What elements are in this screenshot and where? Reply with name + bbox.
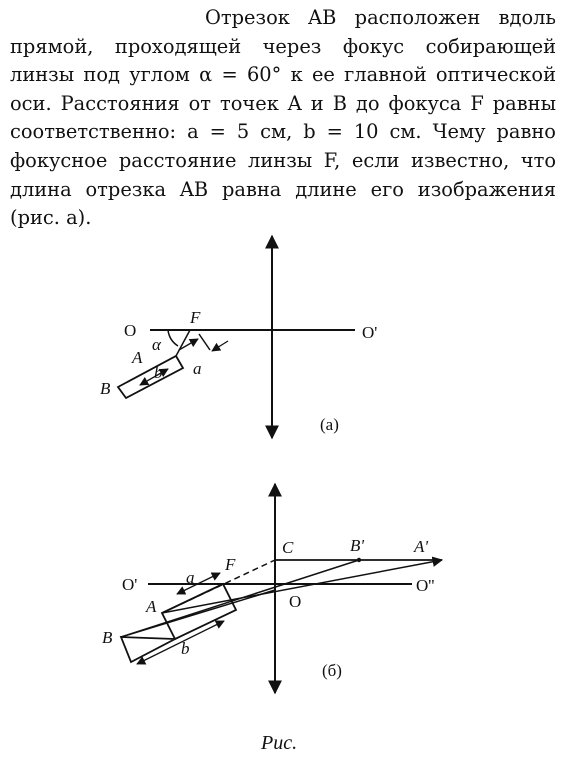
- ray-B-through-O: [121, 590, 275, 637]
- problem-line: (рис. а).: [10, 206, 92, 230]
- label-F-a: F: [190, 308, 201, 327]
- figure-b: [102, 484, 442, 693]
- label-O-b: O: [289, 592, 302, 611]
- label-Bprime-b: B': [350, 536, 365, 555]
- problem-line: оси. Расстояния от точек A и B до фокуса F равны: [10, 91, 556, 115]
- caption-b: (б): [322, 661, 342, 680]
- label-alpha-a: α: [152, 335, 161, 354]
- label-Odouble-b: O'': [416, 576, 435, 595]
- label-O-a: O: [124, 321, 137, 340]
- problem-line: фокусное расстояние линзы F, если известно, что: [10, 148, 556, 172]
- segment-AB-a: [118, 356, 183, 398]
- label-Aprime-b: A': [414, 537, 429, 556]
- ray-to-F-a: [176, 330, 190, 356]
- figure-a: [100, 236, 377, 438]
- tick-a: [199, 334, 210, 350]
- label-Oprime-b: O': [122, 575, 138, 594]
- label-B-a: B: [100, 379, 111, 398]
- label-A-b: A: [146, 597, 157, 616]
- label-b-a: b: [154, 363, 163, 382]
- problem-line: Отрезок AB расположен вдоль: [205, 6, 556, 29]
- problem-line: прямой, проходящей через фокус собирающей: [10, 34, 556, 58]
- dim-a-arrow2-a: [212, 341, 228, 351]
- problem-line: длина отрезка AB равна длине его изображения: [10, 177, 556, 201]
- point-Bprime: [357, 558, 361, 562]
- label-C-b: C: [282, 538, 294, 557]
- problem-line: соответственно: a = 5 см, b = 10 см. Чему равно: [10, 120, 556, 144]
- label-A-a: A: [132, 348, 143, 367]
- angle-arc-a: [168, 330, 178, 346]
- label-a-dim-a: a: [193, 359, 202, 378]
- label-B-b: B: [102, 628, 113, 647]
- caption-a: (a): [320, 415, 339, 434]
- label-a-b: a: [186, 568, 195, 587]
- label-b-b: b: [181, 639, 190, 658]
- ray-A-to-Aprime: [162, 560, 442, 613]
- problem-line: линзы под углом α = 60° к ее главной оптической: [10, 63, 556, 87]
- label-F-b: F: [225, 555, 236, 574]
- figure-caption: Рис.: [261, 732, 298, 754]
- label-O-prime-a: O': [362, 323, 378, 342]
